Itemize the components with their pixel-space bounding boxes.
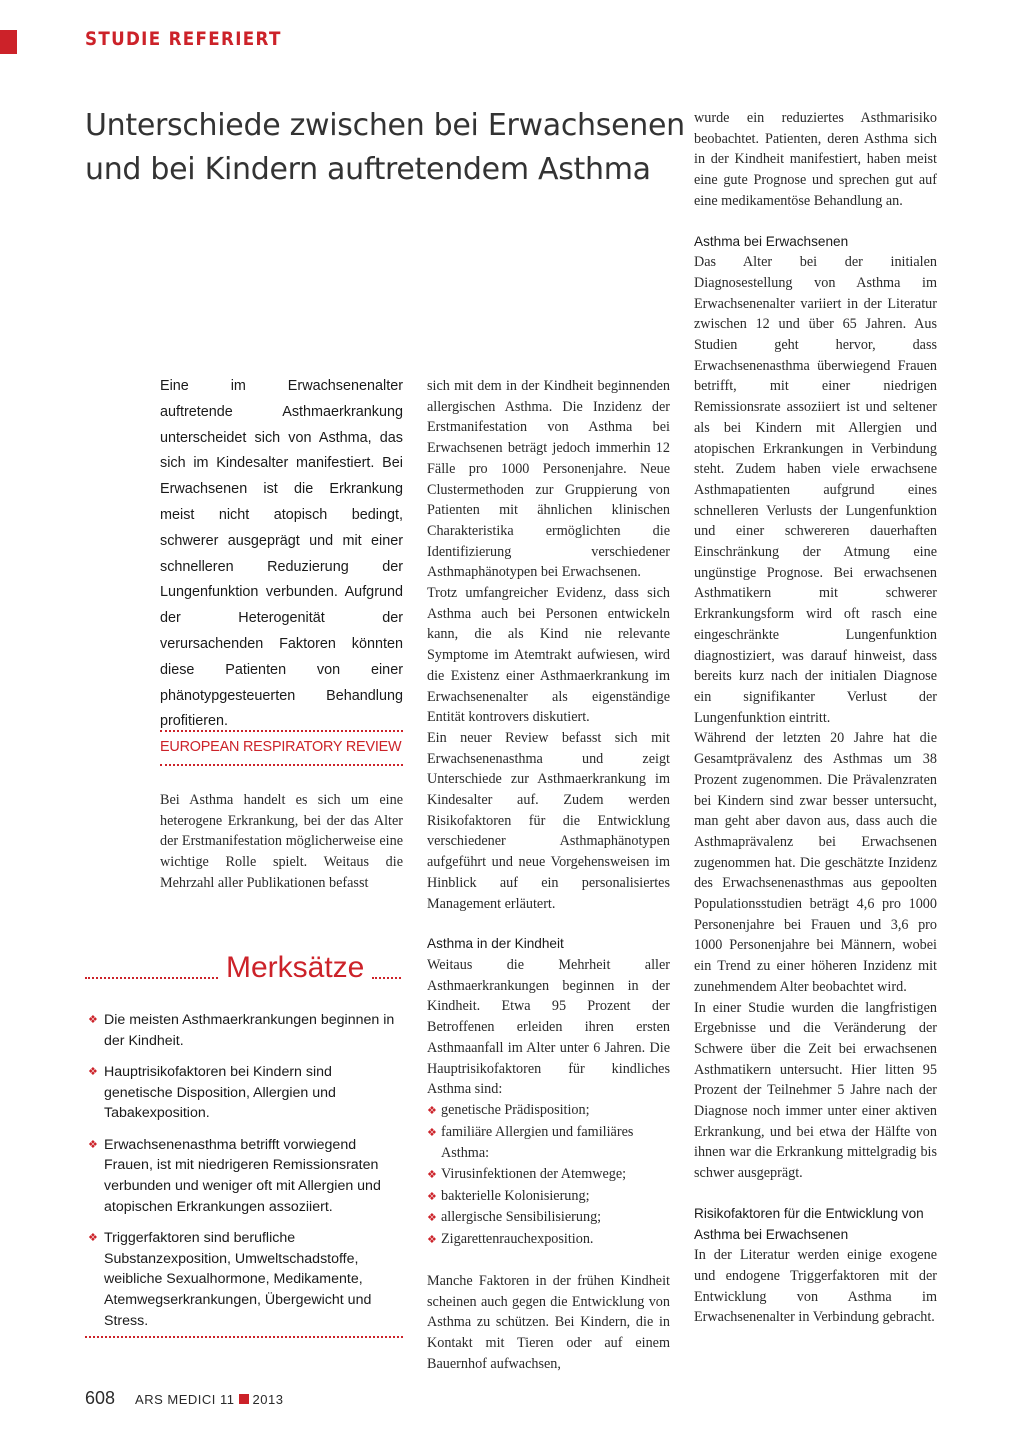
section-label: STUDIE REFERIERT xyxy=(85,28,282,50)
diamond-bullet-icon: ❖ xyxy=(427,1126,437,1139)
merksaetze-dots-right xyxy=(372,977,401,979)
merksatz-item: ❖ Triggerfaktoren sind berufliche Substanzexposition, Umweltschadstoffe, weibliche Sexualhormone, Medikamente, Atemwegserkrankungen, Übergewicht und Stress. xyxy=(88,1229,372,1329)
merksaetze-divider xyxy=(85,1336,403,1338)
page-number: 608 xyxy=(85,1388,116,1408)
col2-heading-childhood: Asthma in der Kindheit xyxy=(427,936,564,952)
risk-factor-item: ❖ allergische Sensibilisierung; xyxy=(427,1207,670,1229)
intro-paragraph: Bei Asthma handelt es sich um eine heterogene Erkrankung, bei der das Alter der Erstmanifestation möglicherweise eine wichtige Rolle spielt. Weitaus die Mehrzahl aller Publikationen befasst xyxy=(160,792,403,891)
merksaetze-dots-left xyxy=(85,977,218,979)
divider-top xyxy=(160,730,403,732)
risk-factor-item: ❖ Zigarettenrauchexposition. xyxy=(427,1229,670,1251)
lead-text: Eine im Erwachsenenalter auftretende Asthmaerkrankung unterscheidet sich von Asthma, das sich im Kindesalter manifestiert. Bei Erwachsenen ist die Erkrankung meist nicht atopisch bedingt, schwerer ausgeprägt und mit einer schnelleren Reduzierung der Lungenfunktion verbunden. Aufgrund der Heterogenität der verursachenden Faktoren könnten diese Patienten von einer phänotypgesteuerten Behandlung profitieren. xyxy=(160,378,403,730)
risk-factor-item: ❖ familiäre Allergien und familiäres Asthma: xyxy=(427,1123,634,1162)
col3-paragraph-1: wurde ein reduziertes Asthmarisiko beobachtet. Patienten, deren Asthma sich in der Kindheit manifestiert, haben meist eine gute Prognose und sprechen gut auf eine medikamentöse Behandlung an. xyxy=(694,110,937,209)
journal-issue: ARS MEDICI 11 xyxy=(135,1392,235,1407)
merksaetze-list xyxy=(88,1010,403,1342)
merksatz-item: ❖ Hauptrisikofaktoren bei Kindern sind genetische Disposition, Allergien und Tabakexposition. xyxy=(88,1063,336,1122)
col2-paragraph-4: Weitaus die Mehrheit aller Asthmaerkrankungen beginnen in der Kindheit. Etwa 95 Prozent der Betroffenen erleiden ihren ersten Asthmaanfall im Alter unter 6 Jahren. Die Hauptrisikofaktoren für kindliches Asthma sind: xyxy=(427,956,670,1098)
diamond-bullet-icon: ❖ xyxy=(88,1231,98,1244)
diamond-bullet-icon: ❖ xyxy=(427,1190,437,1203)
diamond-bullet-icon: ❖ xyxy=(88,1138,98,1151)
column-1 xyxy=(160,790,403,894)
merksaetze-header xyxy=(85,950,401,986)
divider-bottom xyxy=(160,764,403,766)
merksaetze-title: Merksätze xyxy=(226,951,365,984)
col3-paragraph-5: In der Literatur werden einige exogene und endogene Triggerfaktoren mit der Entwicklung von Asthma im Erwachsenenalter in Verbindung gebracht. xyxy=(694,1247,937,1326)
square-separator-icon xyxy=(239,1394,249,1404)
risk-factor-item: ❖ Virusinfektionen der Atemwege; xyxy=(427,1164,670,1186)
col3-paragraph-4: In einer Studie wurden die langfristigen Ergebnisse und die Veränderung der Schwere über die Zeit bei erwachsenen Asthmatikern untersucht. Hier litten 95 Prozent der Teilnehmer 5 Jahre nach der Diagnose noch immer unter einer aktiven Erkrankung, und bei etwa der Hälfte von ihnen war die Erkrankung mittelgradig bis schwer ausgeprägt. xyxy=(694,999,937,1182)
diamond-bullet-icon: ❖ xyxy=(427,1212,437,1225)
column-2 xyxy=(427,376,670,1374)
risk-factor-list xyxy=(427,1100,670,1251)
col2-paragraph-1: sich mit dem in der Kindheit beginnenden allergischen Asthma. Die Inzidenz der Erstmanifestation von Asthma bei Erwachsenen beträgt jedoch immerhin 12 Fälle pro 1000 Personenjahre. Neue Clustermethoden zur Gruppierung von Patienten mit ähnlichen klinischen Charakteristika ermöglichten die Identifizierung verschiedener Asthmaphänotypen bei Erwachsenen. xyxy=(427,378,670,581)
col2-paragraph-3: Ein neuer Review befasst sich mit Erwachsenenasthma und zeigt Unterschiede zur Asthmaerkrankung im Kindesalter auf. Zudem werden Risikofaktoren für die Entwicklung verschiedener Asthmaphänotypen aufgeführt und neue Vorgehensweisen im Hinblick auf ein personalisiertes Management erläutert. xyxy=(427,729,670,912)
col2-paragraph-5: Manche Faktoren in der frühen Kindheit scheinen auch gegen die Entwicklung von Asthma zu schützen. Bei Kindern, die in Kontakt mit Tieren oder auf einem Bauernhof aufwachsen, xyxy=(427,1272,670,1372)
merksatz-item: ❖ Erwachsenenasthma betrifft vorwiegend Frauen, ist mit niedrigeren Remissionsraten verbunden und weniger oft mit Allergien und atopischen Erkrankungen assoziiert. xyxy=(88,1136,381,1215)
column-3 xyxy=(694,108,937,1328)
risk-factor-item: ❖ genetische Prädisposition; xyxy=(427,1100,670,1122)
col3-heading-adults: Asthma bei Erwachsenen xyxy=(694,233,849,249)
source-journal: EUROPEAN RESPIRATORY REVIEW xyxy=(160,739,402,755)
diamond-bullet-icon: ❖ xyxy=(427,1104,437,1117)
col3-paragraph-3: Während der letzten 20 Jahre hat die Gesamtprävalenz des Asthmas um 38 Prozent zugenommen. Die Prävalenzraten bei Kindern sind zwar besser untersucht, man geht aber davon aus, dass auch die Asthmaprävalenz bei Erwachsenen zugenommen hat. Die geschätzte Inzidenz des Erwachsenenasthmas aus gepoolten Populationsstudien beträgt 4,6 pro 1000 Personenjahre bei Frauen und 3,6 pro 1000 Personenjahre bei Männern, wobei ein Trend zu einer höheren Inzidenz mit zunehmendem Alter beobachtet wird. xyxy=(694,730,937,995)
risk-factor-item: ❖ bakterielle Kolonisierung; xyxy=(427,1186,670,1208)
col3-paragraph-2: Das Alter bei der initialen Diagnosestellung von Asthma im Erwachsenenalter variiert in der Literatur zwischen 12 und über 65 Jahren. Aus Studien geht hervor, dass Erwachsenenasthma überwiegend Frauen betrifft, mit einer niedrigen Remissionsrate assoziiert ist und seltener als bei Kindern mit Allergien und atopischen Erkrankungen in Verbindung steht. Zudem haben viele erwachsene Asthmapatienten aufgrund eines schnelleren Verlusts der Lungenfunktion und einer schwereren dauerhaften Einschränkung der Atmung eine ungünstige Prognose. Bei erwachsenen Asthmatikern mit schwerer Erkrankungsform wird oft rasch eine eingeschränkte Lungenfunktion diagnostiziert, was darauf hinweist, dass bereits kurz nach der initialen Diagnose ein signifikanter Verlust der Lungenfunktion eintritt. xyxy=(694,254,937,726)
merksatz-item: ❖ Die meisten Asthmaerkrankungen beginnen in der Kindheit. xyxy=(88,1012,395,1049)
diamond-bullet-icon: ❖ xyxy=(427,1169,437,1182)
section-marker xyxy=(0,30,17,54)
col2-paragraph-2: Trotz umfangreicher Evidenz, dass sich Asthma auch bei Personen entwickeln kann, die als Kind nie relevante Symptome im Atemtrakt aufwiesen, wird die Existenz einer Asthmaerkrankung im Erwachsenenalter als eigenständige Entität kontrovers diskutiert. xyxy=(427,585,670,726)
diamond-bullet-icon: ❖ xyxy=(88,1065,98,1078)
diamond-bullet-icon: ❖ xyxy=(88,1014,98,1026)
col3-heading-risk-factors: Risikofaktoren für die Entwicklung von Asthma bei Erwachsenen xyxy=(694,1205,924,1242)
journal-year: 2013 xyxy=(252,1392,284,1407)
page-footer xyxy=(85,1388,283,1409)
article-title: Unterschiede zwischen bei Erwachsenen und bei Kindern auftretendem Asthma xyxy=(85,108,685,187)
diamond-bullet-icon: ❖ xyxy=(427,1234,437,1247)
